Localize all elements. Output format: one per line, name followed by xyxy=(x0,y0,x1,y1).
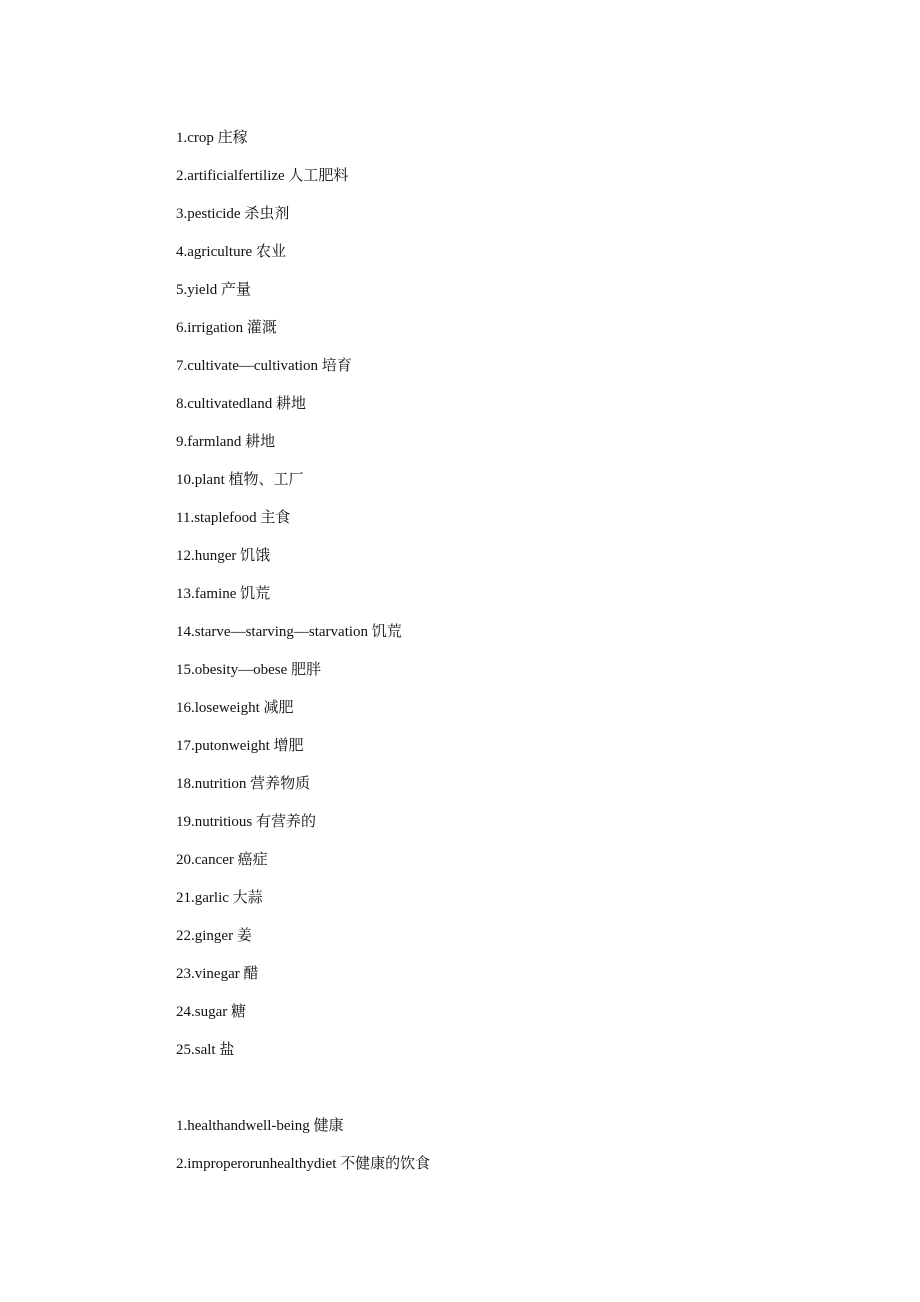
vocab-item: 6.irrigation 灌溉 xyxy=(176,320,277,336)
document-page xyxy=(176,126,856,1190)
section-spacer xyxy=(176,1076,856,1114)
vocab-item: 21.garlic 大蒜 xyxy=(176,890,263,906)
vocab-item: 2.artificialfertilize 人工肥料 xyxy=(176,168,349,184)
vocab-item: 20.cancer 癌症 xyxy=(176,852,268,868)
vocab-list-food xyxy=(176,126,856,1076)
vocab-item: 11.staplefood 主食 xyxy=(176,510,291,526)
vocab-item: 9.farmland 耕地 xyxy=(176,434,276,450)
vocab-item: 5.yield 产量 xyxy=(176,282,251,298)
vocab-item: 18.nutrition 营养物质 xyxy=(176,776,311,792)
vocab-item: 14.starve—starving—starvation 饥荒 xyxy=(176,624,402,640)
vocab-item: 24.sugar 糖 xyxy=(176,1004,246,1020)
vocab-item: 3.pesticide 杀虫剂 xyxy=(176,206,290,222)
vocab-item: 7.cultivate—cultivation 培育 xyxy=(176,358,352,374)
vocab-item: 22.ginger 姜 xyxy=(176,928,252,944)
vocab-item: 10.plant 植物、工厂 xyxy=(176,472,304,488)
vocab-item: 4.agriculture 农业 xyxy=(176,244,286,260)
vocab-list-health xyxy=(176,1114,856,1190)
vocab-item: 23.vinegar 醋 xyxy=(176,966,259,982)
vocab-item: 19.nutritious 有营养的 xyxy=(176,814,317,830)
vocab-item: 17.putonweight 增肥 xyxy=(176,738,304,754)
vocab-item: 1.healthandwell-being 健康 xyxy=(176,1118,344,1134)
vocab-item: 16.loseweight 减肥 xyxy=(176,700,294,716)
vocab-item: 15.obesity—obese 肥胖 xyxy=(176,662,321,678)
vocab-item: 1.crop 庄稼 xyxy=(176,130,248,146)
vocab-item: 12.hunger 饥饿 xyxy=(176,548,271,564)
vocab-item: 2.improperorunhealthydiet 不健康的饮食 xyxy=(176,1156,431,1172)
vocab-item: 25.salt 盐 xyxy=(176,1042,235,1058)
vocab-item: 13.famine 饥荒 xyxy=(176,586,271,602)
vocab-item: 8.cultivatedland 耕地 xyxy=(176,396,306,412)
